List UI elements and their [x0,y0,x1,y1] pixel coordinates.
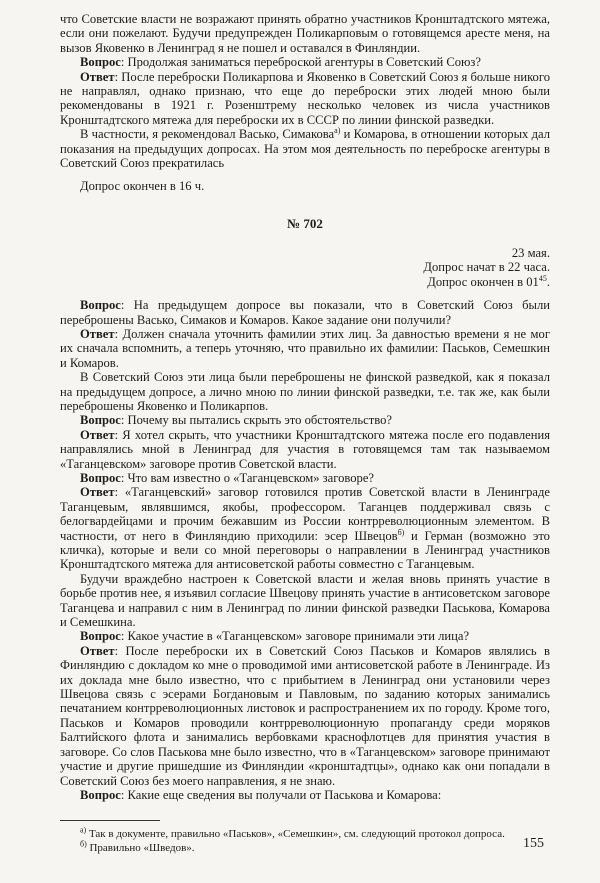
question [60,788,550,802]
paragraph: что Советские власти не возражают принять обратно участников Кронштадтского мятежа, если они пожелают. Будучи предупрежден Поликарповым о готовящемся аресте меня, на вызов Яковенко в Ленинград я не пошел и оставался в Финляндии. [60,12,550,55]
answer [60,70,550,128]
answer-text: : «Таганцевский» заговор готовился против Советской власти в Ленинграде Таганцевым, являвшимся, якобы, профессором. Таганцев поддерживал связь с белогвардейцами и прочим бежавшим из России контрреволюционным элементом. В частности, от него в Финляндию приходили: эсер Швецов [60,485,550,543]
question [60,471,550,485]
answer-text: : Я хотел скрыть, что участники Кронштадтского мятежа после его подавления направлялись мной в Ленинград для участия в готовящемся там так называемом «Таганцевском» заговоре против Советской власти. [60,427,550,471]
question-label: Вопрос [80,413,121,428]
answer-text: : После переброски Поликарпова и Яковенко в Советский Союз я больше никого не направлял, однако признаю, что еще до переброски этих людей мною были рекомендованы в 1921 г. Розенштрему несколько человек из числа участников Кронштадтского мятежа для переброски их в СССР по линии финской разведки. [60,69,550,127]
question-label: Вопрос [80,787,121,802]
footnote-b: $^{б)}$ Правильно «Шведов». [80,839,195,855]
question-text: : Что вам известно о «Таганцевском» заговоре? [120,470,375,485]
answer-label: Ответ [80,326,115,341]
answer-text: и Герман (возможно это кличка), которые и вели со мной переговоры о направлении в Ленинград участников Кронштадтского мятежа для антисоветской работы совместно с Таганцевым. [60,528,550,572]
question-label: Вопрос [80,470,121,485]
answer-label: Ответ [80,69,115,84]
document-number: № 702 [287,215,323,231]
paragraph: Будучи враждебно настроен к Советской власти и желая вновь принять участие в борьбе против нее, я изъявил согласие Швецову принять участие в антисоветском заговоре Таганцева и направил с ним в Ленинград по линии финской разведки Паськова, Комарова и Семешкина. [60,571,550,630]
question-text: : На предыдущем допросе вы показали, что в Советский Союз были переброшены Васько, Симаков и Комаров. Какое задание они получили? [60,298,550,327]
interrogation-end-time: Допрос окончен в $01^{45}$. [427,273,550,289]
answer-text: : Должен сначала уточнить фамилии этих лиц. За давностью времени я не мог их сначала вспомнить, а теперь уточняю, что правильно их фамилии: Паськов, Семешкин и Комаров. [60,326,550,370]
question-text: : Какие еще сведения вы получали от Паськова и Комарова: [120,787,442,802]
question-text: : Какое участие в «Таганцевском» заговоре принимали эти лица? [120,629,470,644]
answer [60,644,550,788]
answer-label: Ответ [80,643,115,658]
answer [60,485,550,571]
answer-label: Ответ [80,427,115,442]
interrogation-end: Допрос окончен в 16 ч. [80,179,205,194]
footnote-divider [60,820,160,821]
paragraph [60,127,550,170]
answer-label: Ответ [80,485,115,500]
footnote-ref-a: а) [334,126,341,136]
paragraph-text: и Комарова, в отношении которых дал показания на предыдущих допросах. На этом моя деятельность по переброске агентуры в Советский Союз прекратилась [60,127,550,171]
question [60,298,550,327]
answer [60,327,550,370]
date: 23 мая. [511,245,550,260]
intro-section [60,12,550,194]
paragraph: В Советский Союз эти лица были переброшены не финской разведкой, как я показал на предыдущем допросе, а лично мною по линии финской разведки, т.е. так же, как были переброшены Яковенко и Поликарпов. [60,370,550,413]
question-label: Вопрос [80,55,121,70]
question-text: : Почему вы пытались скрыть это обстоятельство? [120,413,393,428]
paragraph-text: В частности, я рекомендовал Васько, Симакова [80,127,335,142]
protocol-body [60,298,550,802]
answer-text: : После переброски их в Советский Союз Паськов и Комаров являлись в Финляндию с докладом ко мне о проводимой ими антисоветской работе в Ленинграде. Из их доклада мне было известно, что с прибытием в Ленинград они установили через Швецова связь с эсерами Богдановым и Павловым, по заданию которых занимались печатанием контрреволюционных листовок и распространением их по городу. Кроме того, Паськов и Комаров проводили контрреволюционную пропаганду среди моряков Балтийского флота и занимались вербовками краснофлотцев для принятия участия в заговоре. Со слов Паськова мне было известно, что в «Таганцевском» заговоре принимают участие и другие пришедшие из Финляндии «кронштадтцы», однако как они попадали в Советский Союз без моего направления, я не знаю. [60,643,550,788]
footnote-a: $^{а)}$ Так в документе, правильно «Паськов», «Семешкин», см. следующий протокол допроса. [80,825,505,841]
interrogation-start: Допрос начат в 22 часа. [423,260,550,275]
question [60,413,550,427]
page-number: 155 [523,836,544,851]
question [60,629,550,643]
question [60,55,550,69]
question-label: Вопрос [80,629,121,644]
question-label: Вопрос [80,298,121,313]
question-text: : Продолжая заниматься переброской агентуры в Советский Союз? [120,55,482,70]
footnote-ref-b: б) [397,527,405,537]
answer [60,428,550,471]
